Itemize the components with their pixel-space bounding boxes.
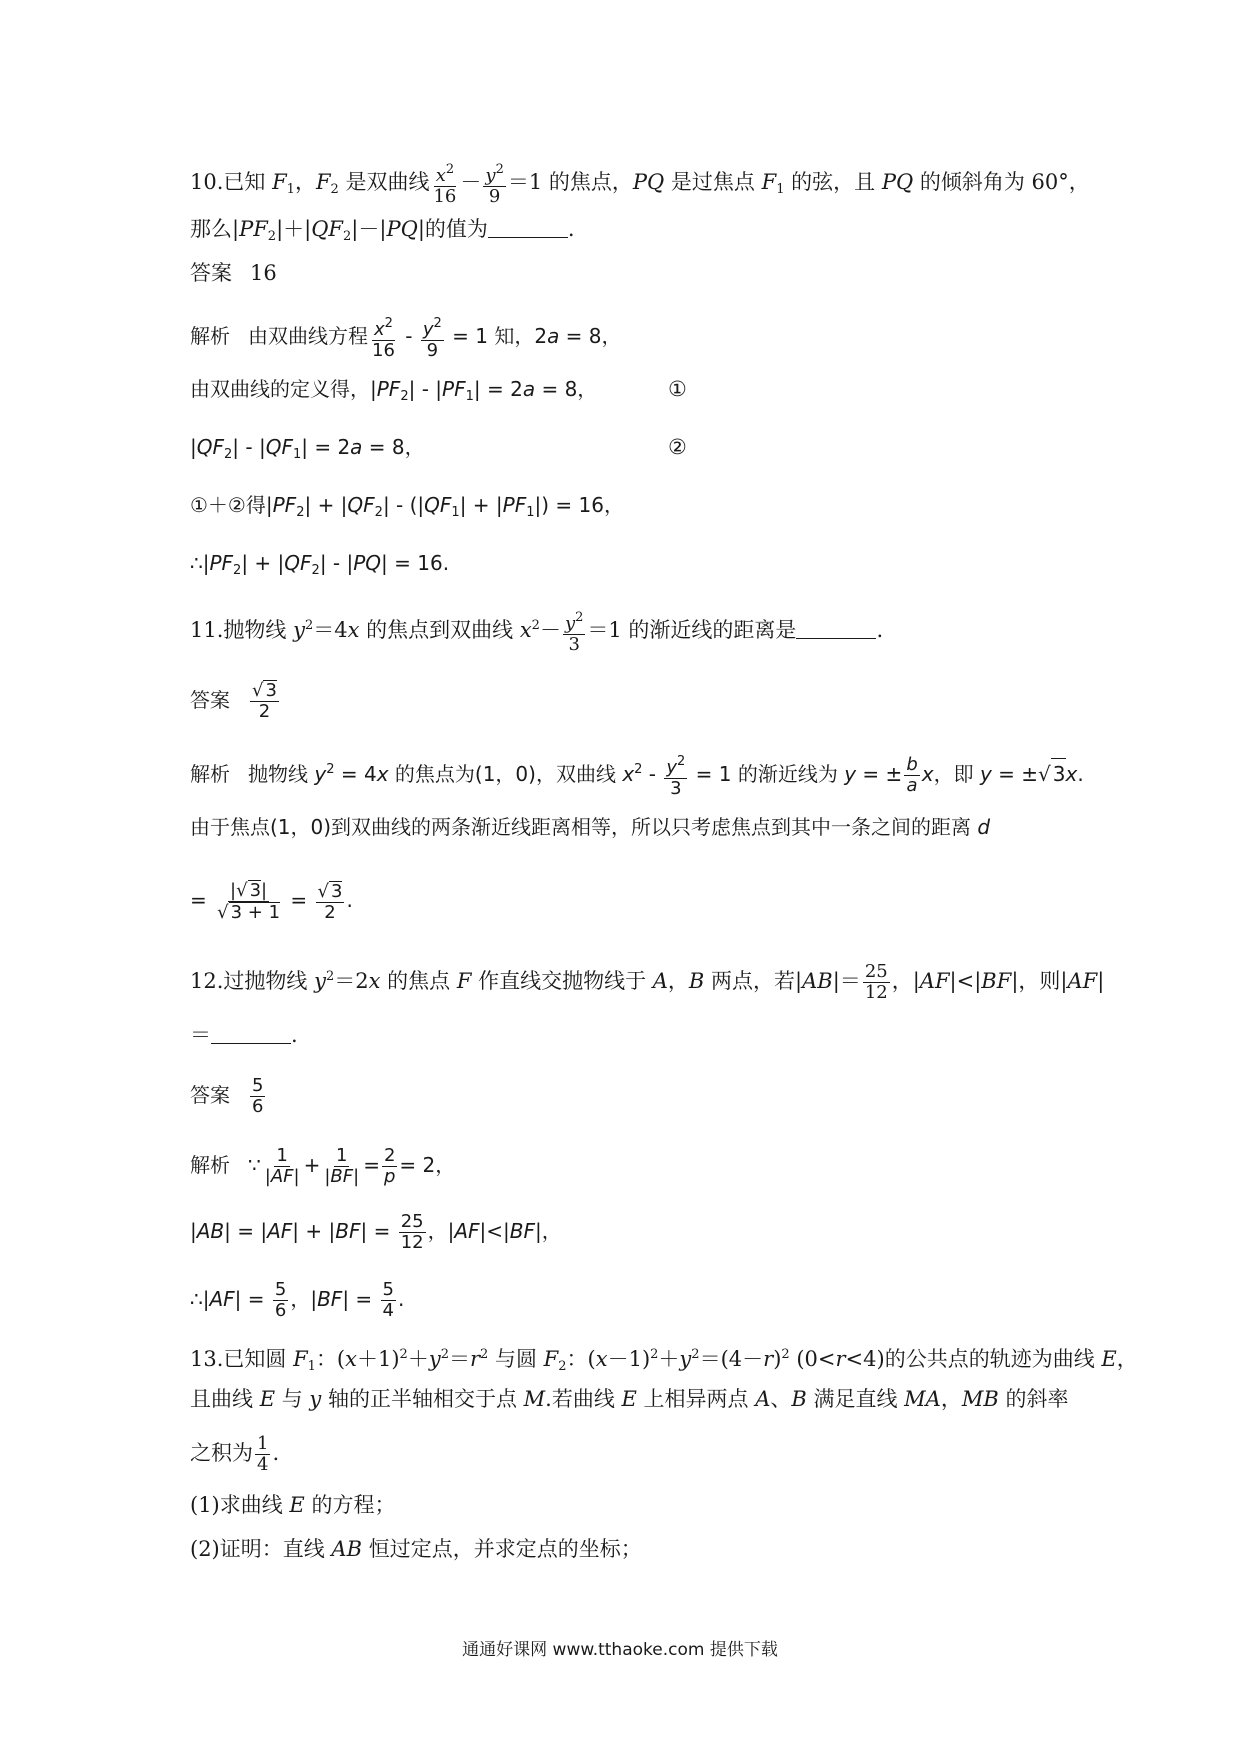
q11-answer: 答案 $\frac{√ 3}{2}$ [190,680,277,722]
equation-marker-1: ① [668,377,687,401]
q10-analysis-step-1: 解析 由双曲线方程 $\frac{x^2}{16}$ - $\frac{y^2}{9}$ = 1 知，2a = 8， [190,316,622,361]
page-footer: 通通好课网 www.tthaoke.com 提供下载 [462,1640,778,1660]
q10-stem-line-1: 10.已知 $F_1$，$F_2$ 是双曲线 $\frac{x^2}{16}$ － $\frac{y^2}{9}$ ＝1 的焦点，PQ 是过焦点 $F_1$ 的弦，且 PQ 的倾斜角为 60°， [190,162,1090,207]
q12-analysis-step-2: |AB| = |AF| + |BF| = $\frac{25}{12}$ ，|AF|<|BF|， [190,1211,562,1253]
q13-stem-line-2: 且曲线 E 与 y 轴的正半轴相交于点 M.若曲线 E 上相异两点 A、B 满足直线 MA，MB 的斜率 [190,1387,1069,1411]
q10-analysis-step-2: 由双曲线的定义得，$|PF_2| - |PF_1| = 2a = 8$， [190,377,598,404]
q10-analysis-step-3: $|QF_2| - |QF_1| = 2a = 8$， [190,435,425,462]
q12-stem-line-1: 12.过抛物线 $y^2=2x$ 的焦点 F 作直线交抛物线于 A，B 两点，若|AB|＝ $\frac{25}{12}$ ，|AF|<|BF|，则|AF| [190,961,1105,1003]
q13-stem-line-3: 之积为 $\frac{1}{4}$ . [190,1433,280,1475]
q12-analysis-step-1: 解析 ∵ $\frac{1}{|AF|}$ + $\frac{1}{|BF|}$ = $\frac{2}{p}$ = 2， [190,1145,456,1187]
q10-stem-line-2: 那么$|PF_2|+|QF_2|-|PQ|$的值为 . [190,217,575,244]
q11-analysis-step-2: 由于焦点(1，0)到双曲线的两条渐近线距离相等，所以只考虑焦点到其中一条之间的距离 d [190,815,991,839]
q13-part-2: (2)证明：直线 AB 恒过定点，并求定点的坐标； [190,1537,642,1561]
q11-stem: 11.抛物线 $y^2=4x$ 的焦点到双曲线 $x^2-$ $\frac{y^2}{3}$ ＝1 的渐近线的距离是 . [190,610,884,655]
q10-answer: 答案 16 [190,261,277,285]
q11-analysis-step-1: 解析 抛物线 $y^2 = 4x$ 的焦点为(1，0)，双曲线 $x^2$ - $\frac{y^2}{3}$ = 1 的渐近线为 y = ± $\frac{b}{a}$ x，即 y = ±√ 3x. [190,754,1084,799]
q12-analysis-step-3: ∴|AF| = $\frac{5}{6}$ ，|BF| = $\frac{5}{4}$ . [190,1279,405,1321]
q11-analysis-step-3: = $\frac{|√ 3|}{√ 3 + 1}$ = $\frac{√ 3}{2}$ . [190,880,353,923]
q13-part-1: (1)求曲线 E 的方程； [190,1493,396,1517]
q13-stem-line-1: 13.已知圆 $F_1$：$(x+1)^2+y^2=r^2$ 与圆 $F_2$：$(x-1)^2+y^2=(4-r)^2$ (0<r<4)的公共点的轨迹为曲线 E， [190,1347,1138,1374]
equation-marker-2: ② [668,435,687,459]
q12-answer: 答案 $\frac{5}{6}$ [190,1075,264,1117]
q10-analysis-step-5: $\therefore|PF_2| + |QF_2| - |PQ| = 16$. [190,551,450,578]
q12-stem-line-2: ＝ . [190,1023,298,1047]
q10-analysis-step-4: ①＋②得$|PF_2| + |QF_2| - (|QF_1| + |PF_1|) = 16$， [190,493,624,520]
